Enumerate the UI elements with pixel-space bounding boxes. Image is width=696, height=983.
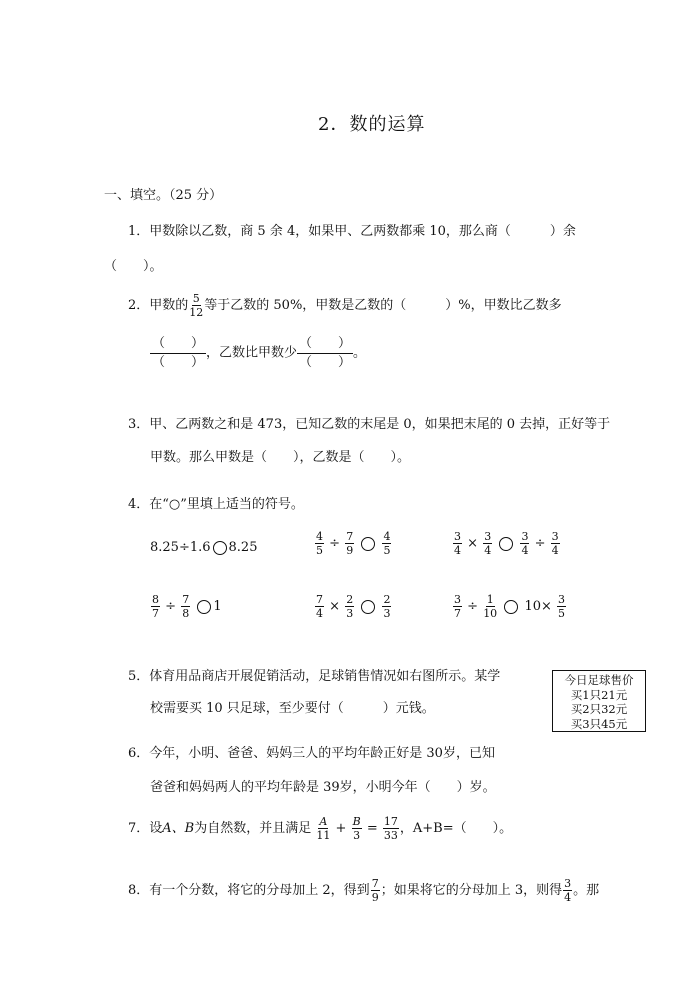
- q2-end: 。: [353, 345, 367, 361]
- page-title: 2．数的运算: [318, 114, 426, 135]
- question-7: 7．设A、B为自然数，并且满足 $\frac{A}{11}$ + $\frac{B}{3}$ = $\frac{17}{33}$ ，A+B=（ ）。: [128, 815, 513, 842]
- price-line: 买1只21元: [570, 687, 628, 702]
- question-4-text: 4．在“○”里填上适当的符号。: [128, 497, 304, 512]
- circle-blank-icon[interactable]: [361, 537, 375, 551]
- circle-blank-icon[interactable]: [504, 600, 518, 614]
- question-8: 8．有一个分数，将它的分母加上 2，得到 $\frac{7}{9}$ ；如果将它的分母加上 3，则得 $\frac{3}{4}$ 。那: [128, 877, 600, 904]
- question-1-line-1: 1．甲数除以乙数，商 5 余 4，如果甲、乙两数都乘 10，那么商（ ）余: [128, 224, 576, 239]
- price-line: 买2只32元: [570, 702, 628, 716]
- section-heading: 一、填空。（25 分）: [104, 188, 223, 203]
- question-2-line-2: [150, 337, 366, 369]
- compare-item: $\frac{7}{4}$ × $\frac{2}{3}$ $\frac{2}{3}$: [316, 593, 391, 620]
- question-3-line-1: 3．甲、乙两数之和是 473，已知乙数的末尾是 0，如果把末尾的 0 去掉，正好等于: [128, 417, 611, 432]
- question-6-line-2: 爸爸和妈妈两人的平均年龄是 39岁，小明今年（ ）岁。: [150, 780, 496, 795]
- question-5-line-1: 5．体育用品商店开展促销活动，足球销售情况如右图所示。某学: [128, 669, 501, 684]
- price-box: [552, 670, 646, 732]
- circle-blank-icon[interactable]: [499, 537, 513, 551]
- q2-prefix: 2．甲数的: [128, 298, 189, 313]
- question-5-line-2: 校需要买 10 只足球，至少要付（ ）元钱。: [150, 701, 435, 716]
- price-box-title: 今日足球售价: [564, 673, 634, 687]
- price-line: 买3只45元: [570, 716, 628, 731]
- compare-item: $\frac{3}{7}$ ÷ $\frac{1}{10}$ 10× $\frac{3}{5}$: [454, 593, 566, 620]
- blank-fraction[interactable]: （ ） （ ）: [152, 336, 205, 370]
- fraction: $\frac{5}{12}$: [189, 292, 204, 319]
- compare-item: $\frac{4}{5}$ ÷ $\frac{7}{9}$ $\frac{4}{5}$: [316, 530, 391, 557]
- compare-item: 8.25÷1.6 8.25: [150, 540, 258, 555]
- q2-rest: 等于乙数的 50%，甲数是乙数的（ ）%，甲数比乙数多: [204, 298, 562, 313]
- q2-mid: ，乙数比甲数少: [206, 345, 298, 361]
- circle-blank-icon[interactable]: [361, 600, 375, 614]
- compare-item: $\frac{8}{7}$ ÷ $\frac{7}{8}$ 1: [152, 593, 222, 620]
- circle-blank-icon[interactable]: [197, 600, 211, 614]
- question-3-line-2: 甲数。那么甲数是（ ），乙数是（ ）。: [150, 450, 411, 465]
- compare-item: $\frac{3}{4}$ × $\frac{3}{4}$ $\frac{3}{4}$ ÷ $\frac{3}{4}$: [454, 530, 559, 557]
- question-1-line-2: （ ）。: [104, 259, 163, 274]
- blank-fraction[interactable]: （ ） （ ）: [299, 336, 352, 370]
- question-2-line-1: [128, 293, 562, 318]
- circle-blank-icon[interactable]: [213, 541, 227, 555]
- question-6-line-1: 6．今年，小明、爸爸、妈妈三人的平均年龄正好是 30岁，已知: [128, 746, 495, 761]
